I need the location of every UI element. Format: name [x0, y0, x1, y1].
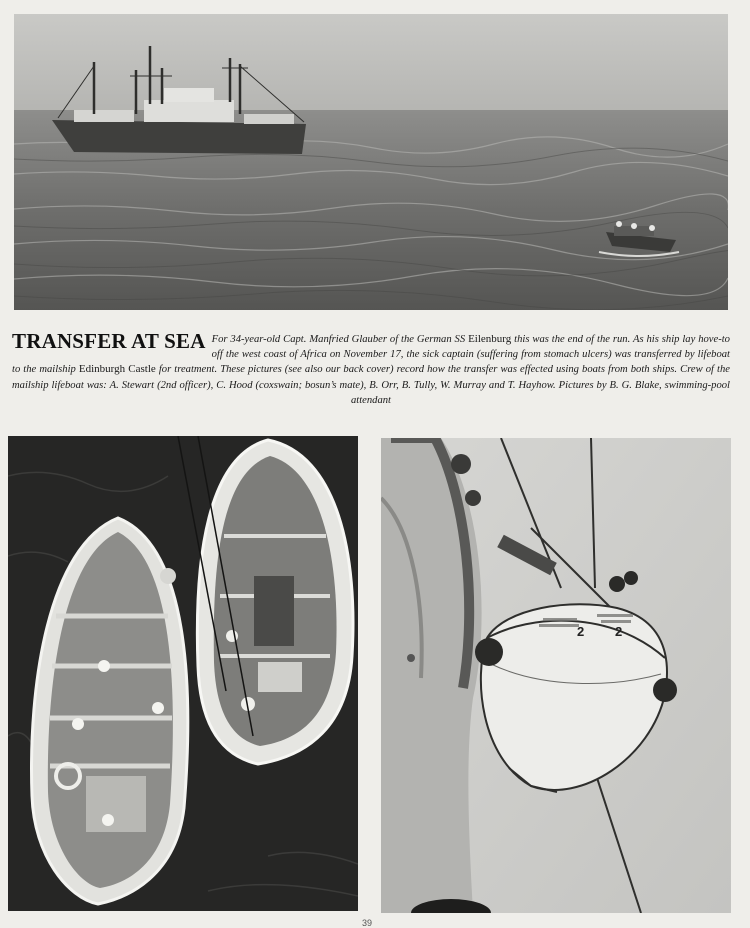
caption-text-3: for treatment. These pictures (see also our back cover) record how the transfer was effected using boats from both ships. Crew of the mailship lifeboat was: A. Stewart (2nd officer), C. Hood (coxswain; bosun’s mate), B. Orr, B. Tully, W. Murray and T. Hayhow. Pictures by B. G. Blake, swimming-pool attendant: [12, 364, 731, 406]
caption-text-1: For 34-year-old Capt. Manfried Glauber of the German SS: [211, 334, 469, 345]
ship-name-edinburgh-castle: Edinburgh Castle: [78, 363, 156, 376]
lifeboat-number-right: 2: [615, 624, 623, 639]
ship-at-sea-image: [14, 14, 728, 310]
lifeboat-hoisted-image: [381, 438, 731, 913]
photo-lifeboats-alongside: [8, 436, 358, 911]
photo-ship-at-sea: [14, 14, 728, 310]
lifeboat-number-left: 2: [577, 624, 585, 639]
photo-lifeboat-hoisted: [381, 438, 731, 913]
caption-text-2: this was the end of the run. As his ship lay hove-to off the west coast of Africa on November 17, the sick captain (suffering from stomach ulcers) was transferred by lifeboat to the mailship: [12, 334, 730, 376]
lifeboats-alongside-image: [8, 436, 358, 911]
article-title: TRANSFER AT SEA: [12, 329, 206, 353]
ship-name-eilenburg: Eilenburg: [468, 333, 512, 345]
page-number: 39: [362, 918, 373, 928]
article-caption: [12, 329, 731, 408]
